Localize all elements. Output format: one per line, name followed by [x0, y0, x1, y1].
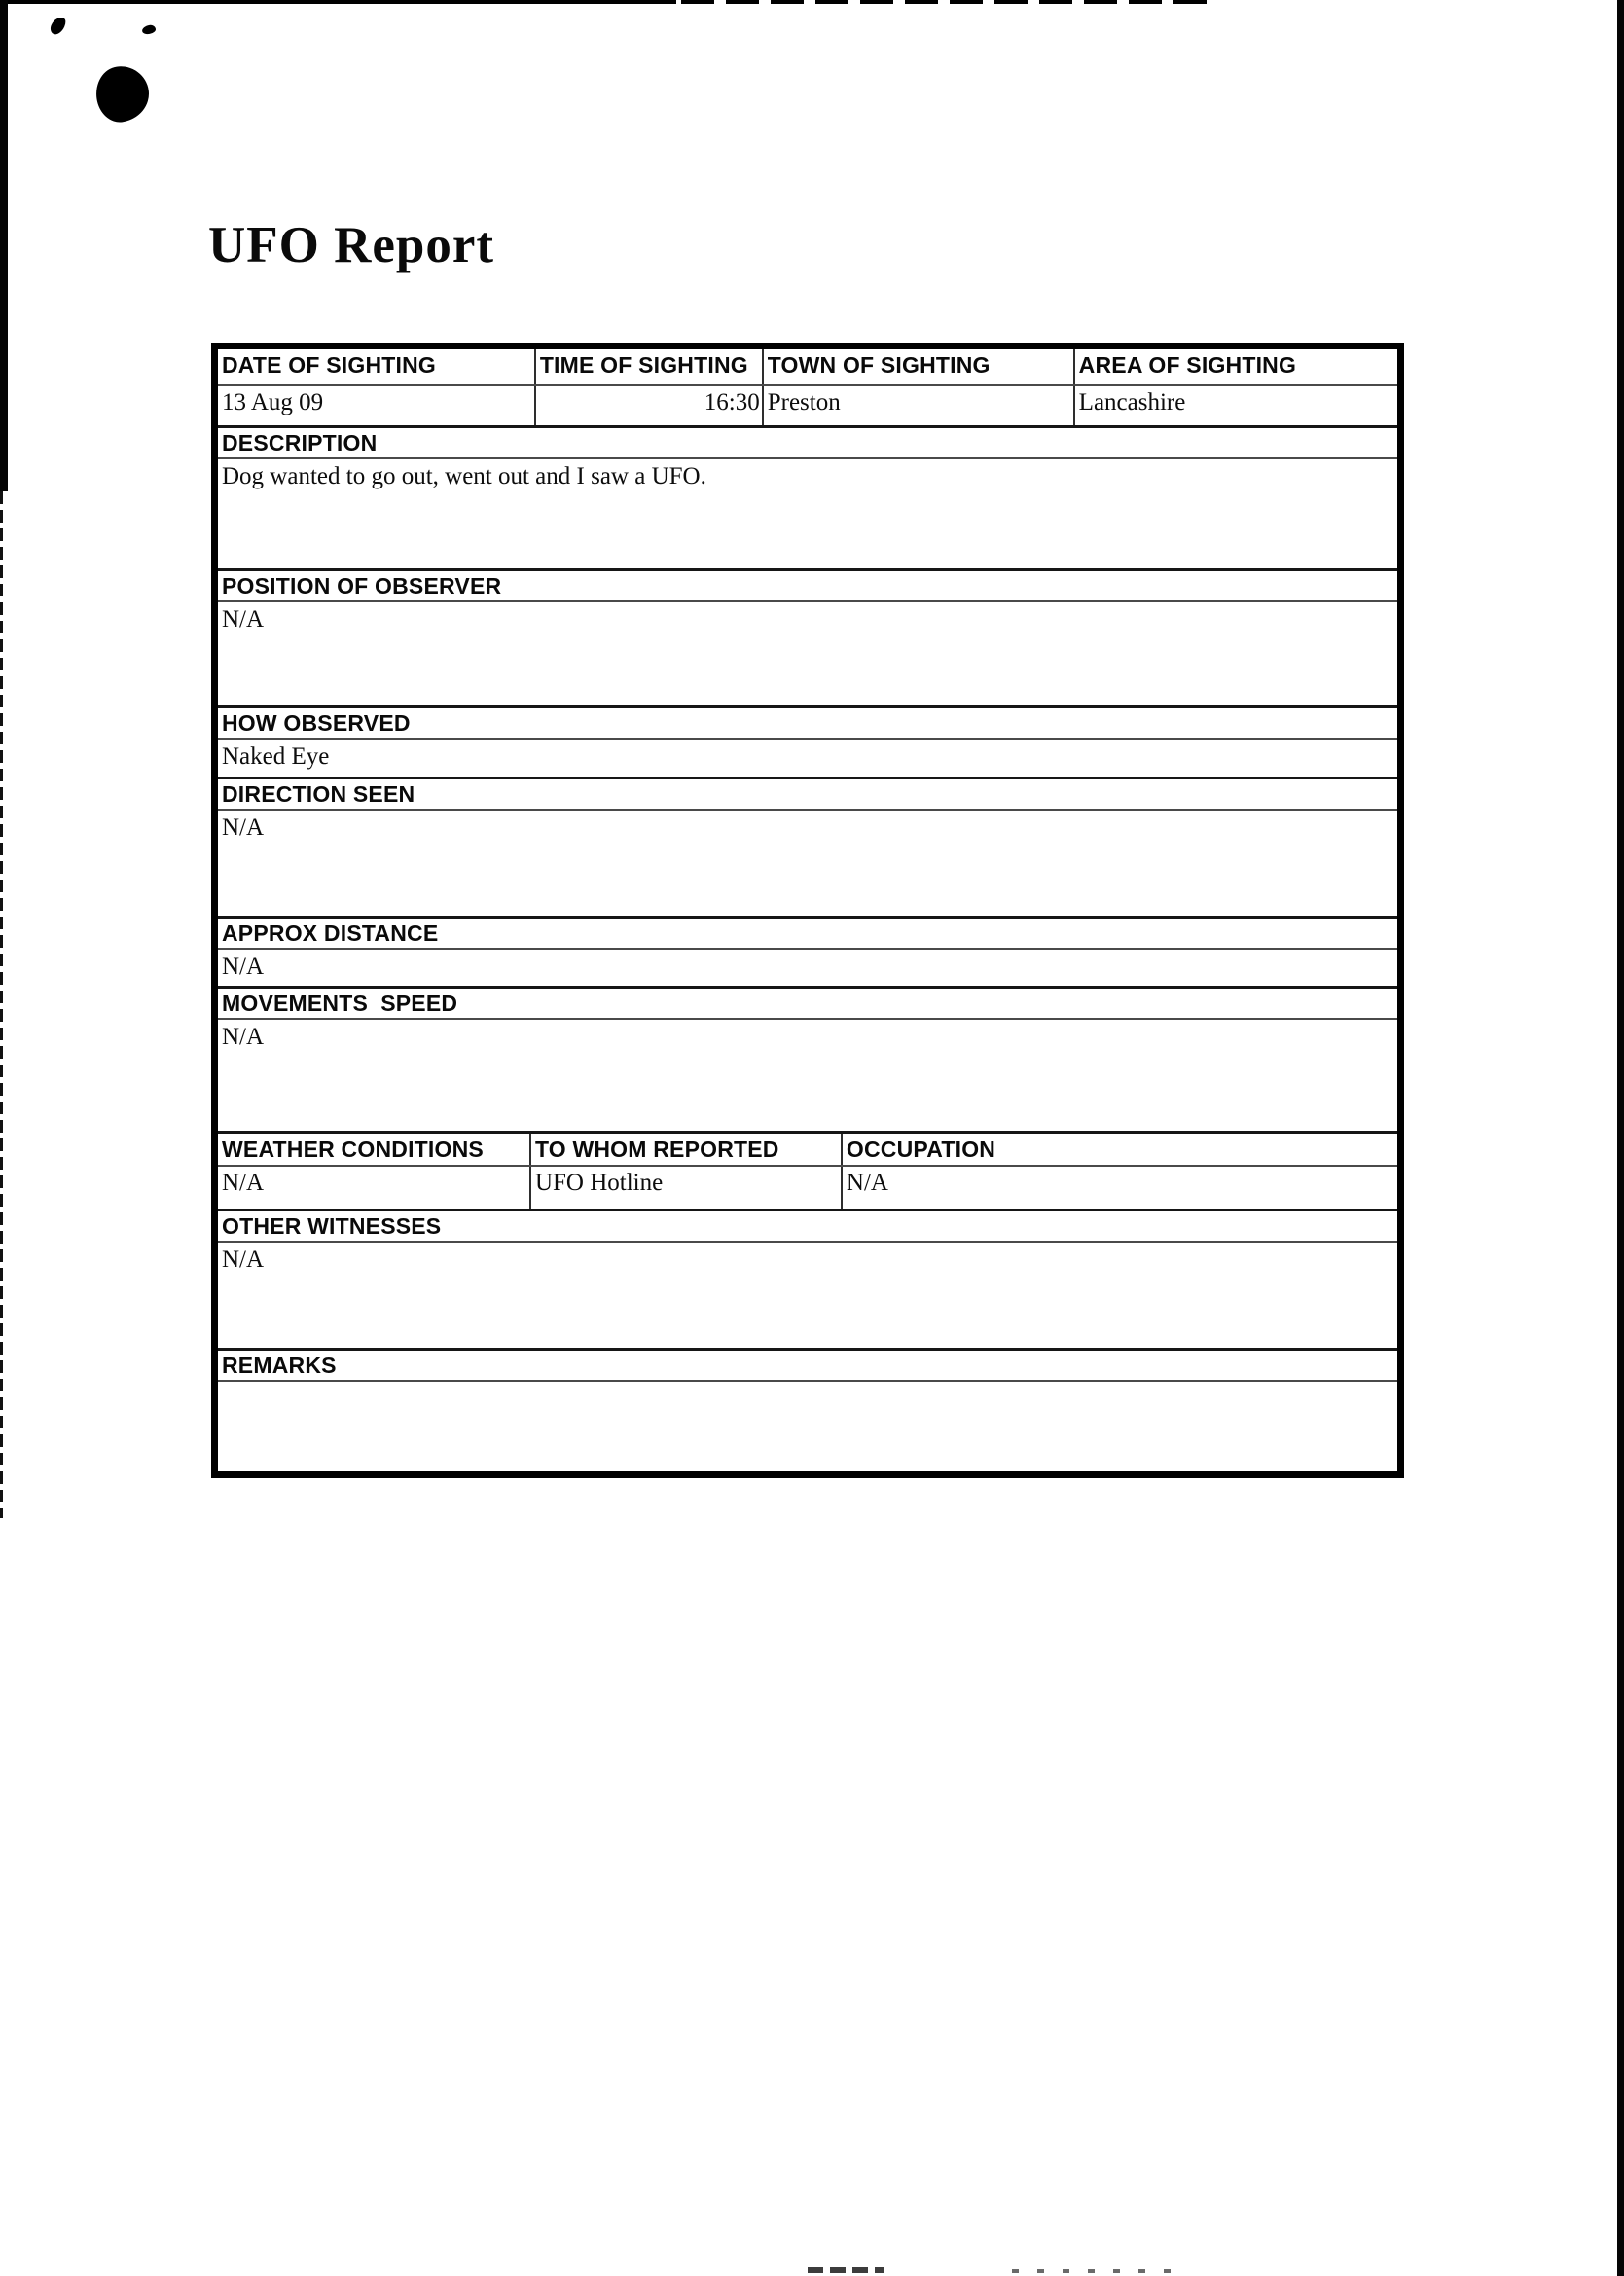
field-value-occupation: N/A	[841, 1167, 1397, 1209]
field-label-weather-conditions: WEATHER CONDITIONS	[222, 1137, 484, 1162]
field-label-remarks: REMARKS	[218, 1348, 1397, 1382]
field-label-approx-distance: APPROX DISTANCE	[218, 916, 1397, 950]
field-value-time-of-sighting: 16:30	[534, 386, 762, 425]
scan-artifact-bottom-dots	[1012, 2269, 1187, 2273]
field-value-position-of-observer: N/A	[222, 606, 265, 632]
field-label-direction-seen: DIRECTION SEEN	[218, 777, 1397, 811]
field-value-movements-speed: N/A	[222, 1024, 265, 1050]
field-label-other-witnesses: OTHER WITNESSES	[218, 1209, 1397, 1243]
scan-artifact-right-edge-strip	[1617, 0, 1624, 2276]
field-label-position-of-observer: POSITION OF OBSERVER	[218, 568, 1397, 602]
field-value-approx-distance: N/A	[222, 954, 265, 980]
field-value-town-of-sighting: Preston	[762, 386, 1073, 425]
field-label-town-of-sighting: TOWN OF SIGHTING	[762, 349, 1073, 384]
scan-artifact-bottom-dashes	[808, 2267, 884, 2273]
scan-artifact-top-bar-dashes	[681, 0, 1211, 4]
scan-artifact-speck	[49, 15, 68, 37]
field-label-how-observed: HOW OBSERVED	[218, 705, 1397, 740]
field-value-direction-seen: N/A	[222, 814, 265, 841]
scan-artifact-left-edge-strip	[0, 0, 8, 491]
reported-header-row	[218, 1131, 1397, 1167]
field-value-how-observed: Naked Eye	[222, 743, 330, 770]
field-label-movements-speed: MOVEMENTS SPEED	[218, 986, 1397, 1020]
field-label-to-whom-reported: TO WHOM REPORTED	[529, 1134, 841, 1165]
field-value-weather-conditions: N/A	[222, 1170, 265, 1196]
field-value-remarks	[218, 1382, 1397, 1471]
field-label-date-of-sighting: DATE OF SIGHTING	[222, 352, 436, 378]
ufo-report-table	[211, 343, 1404, 1478]
scan-artifact-speck	[141, 24, 156, 35]
field-value-other-witnesses: N/A	[222, 1246, 265, 1273]
page-title: UFO Report	[208, 217, 495, 273]
field-label-occupation: OCCUPATION	[841, 1134, 1397, 1165]
field-value-area-of-sighting: Lancashire	[1073, 386, 1397, 425]
field-label-description: DESCRIPTION	[218, 425, 1397, 459]
sighting-header-row	[218, 349, 1397, 386]
scan-artifact-top-bar	[0, 0, 676, 4]
scan-artifact-ink-blob	[92, 63, 152, 126]
reported-values-row	[218, 1167, 1397, 1209]
field-value-description: Dog wanted to go out, went out and I saw a UFO.	[222, 463, 706, 489]
sighting-values-row	[218, 386, 1397, 425]
scan-artifact-left-edge-dashes	[0, 491, 3, 1518]
field-label-area-of-sighting: AREA OF SIGHTING	[1073, 349, 1397, 384]
field-label-time-of-sighting: TIME OF SIGHTING	[534, 349, 762, 384]
field-value-date-of-sighting: 13 Aug 09	[222, 389, 324, 415]
field-value-to-whom-reported: UFO Hotline	[529, 1167, 841, 1209]
